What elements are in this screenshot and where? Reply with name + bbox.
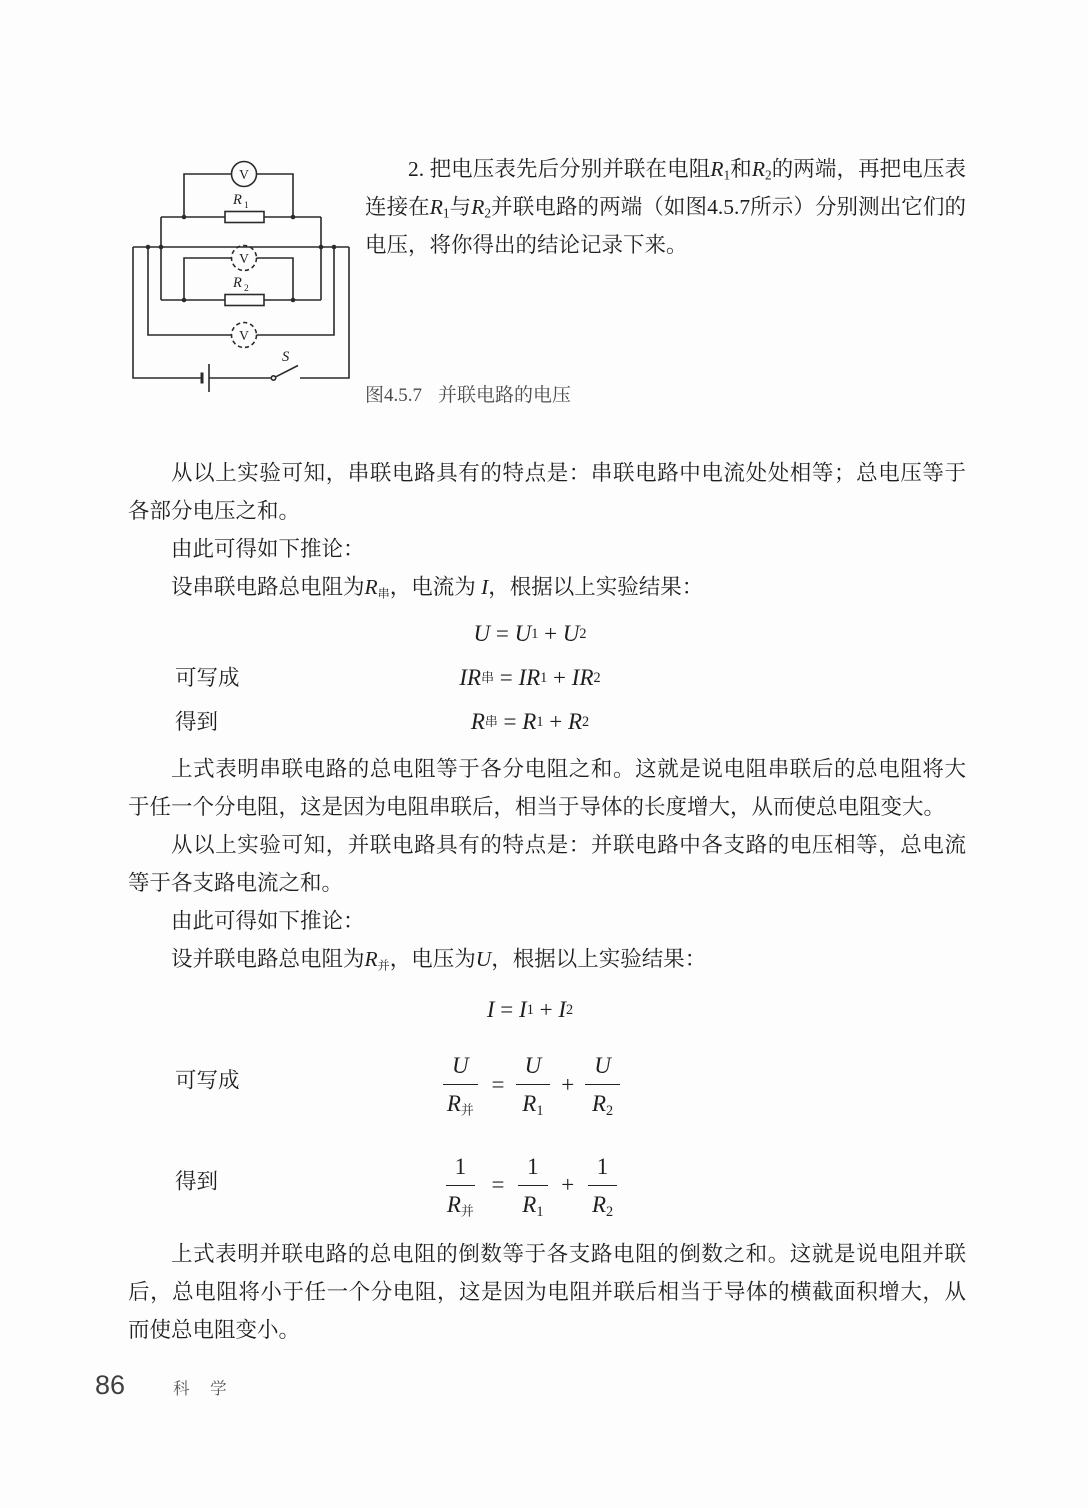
equation-one-over-r bbox=[128, 1141, 966, 1224]
text-segment: R bbox=[364, 947, 378, 971]
text-segment: I bbox=[481, 575, 489, 599]
text-segment: + bbox=[555, 1172, 580, 1198]
paragraph-series-inference: 由此可得如下推论： bbox=[171, 537, 365, 561]
junction-dot bbox=[159, 245, 164, 250]
paragraph-series-setup bbox=[128, 568, 966, 606]
resistor-r2 bbox=[225, 295, 264, 306]
text-segment: IR bbox=[459, 665, 482, 690]
equation-r-series bbox=[128, 702, 966, 742]
text-segment: IR bbox=[571, 665, 594, 690]
text-segment: 2 bbox=[606, 1203, 614, 1220]
voltmeter-label: V bbox=[239, 167, 249, 182]
text-segment: + bbox=[543, 709, 568, 734]
text-segment: IR bbox=[518, 665, 541, 690]
junction-dot bbox=[291, 298, 296, 303]
voltmeter-label: V bbox=[239, 328, 249, 343]
text-segment: 与 bbox=[449, 195, 472, 219]
text-segment: U bbox=[452, 1053, 469, 1078]
text-segment: + bbox=[533, 997, 559, 1022]
text-segment: R bbox=[522, 1191, 537, 1217]
formula bbox=[435, 1053, 625, 1120]
text-segment: U bbox=[475, 947, 492, 971]
text-segment: U bbox=[514, 621, 532, 646]
text-segment: R bbox=[591, 1091, 607, 1117]
text-segment: 1 bbox=[596, 1153, 609, 1179]
equation-ir-sum bbox=[128, 658, 966, 698]
page-number: 86 bbox=[95, 1370, 126, 1400]
text-segment: 1 bbox=[536, 1203, 544, 1220]
junction-dot bbox=[319, 245, 324, 250]
text-segment: 1 bbox=[442, 205, 450, 221]
text-segment: U bbox=[473, 621, 491, 646]
text-segment: = bbox=[490, 621, 515, 646]
resistor-r2-label: R bbox=[233, 275, 242, 291]
junction-dot bbox=[182, 215, 187, 220]
text-segment: = bbox=[494, 997, 520, 1022]
text-segment: 2. 把电压表先后分别并联在电阻 bbox=[408, 157, 711, 181]
text-segment: ，电压为 bbox=[389, 947, 476, 971]
text-segment: 并 bbox=[460, 1204, 474, 1219]
text-segment: 1 bbox=[454, 1153, 467, 1179]
paragraph-item-2 bbox=[365, 150, 966, 264]
text-segment: I bbox=[519, 997, 527, 1022]
paragraph-series-conclusion: 从以上实验可知，串联电路具有的特点是：串联电路中电流处处相等；总电压等于各部分电压之和。 bbox=[128, 461, 966, 523]
junction-dot bbox=[332, 245, 337, 250]
text-segment: = bbox=[485, 1172, 511, 1198]
figure-side-column bbox=[365, 150, 966, 414]
resistor-r1-sub: 1 bbox=[244, 201, 249, 211]
paragraph-parallel-inference: 由此可得如下推论： bbox=[171, 909, 365, 933]
equation-label: 得到 bbox=[175, 710, 219, 734]
text-segment: U bbox=[594, 1053, 611, 1078]
spacer bbox=[365, 264, 966, 384]
text-segment: 1 bbox=[527, 1153, 539, 1179]
text-segment: R bbox=[591, 1191, 607, 1217]
fraction bbox=[513, 1154, 552, 1218]
text-segment: 和 bbox=[730, 157, 752, 181]
text-segment: U bbox=[562, 621, 580, 646]
text-segment: ，根据以上实验结果： bbox=[491, 947, 707, 971]
equation-voltage-sum bbox=[128, 614, 966, 654]
paragraph-series-note: 上式表明串联电路的总电阻等于各分电阻之和。这就是说电阻串联后的总电阻将大于任一个分电阻，这是因为电阻串联后，相当于导体的长度增大，从而使总电阻变大。 bbox=[128, 757, 966, 819]
text-segment: 2 bbox=[764, 167, 772, 183]
figure-caption-text: 并联电路的电压 bbox=[438, 385, 572, 406]
figure-caption bbox=[365, 384, 966, 408]
text-segment: 2 bbox=[606, 1103, 614, 1120]
text-segment: 设并联电路总电阻为 bbox=[171, 947, 365, 971]
figure-caption-number: 图4.5.7 bbox=[365, 385, 423, 406]
circuit-diagram bbox=[126, 150, 356, 402]
paragraph-parallel-conclusion: 从以上实验可知，并联电路具有的特点是：并联电路中各支路的电压相等，总电流等于各支路电流之和。 bbox=[128, 833, 966, 895]
text-segment: R bbox=[364, 575, 378, 599]
wire bbox=[133, 247, 349, 378]
text-segment: 2 bbox=[484, 205, 492, 221]
fraction bbox=[583, 1053, 622, 1120]
switch-contact bbox=[271, 376, 275, 380]
text-segment: I bbox=[558, 997, 566, 1022]
text-segment: R bbox=[470, 709, 485, 734]
formula bbox=[435, 1154, 625, 1218]
switch-label: S bbox=[282, 349, 290, 365]
voltmeter-label: V bbox=[239, 251, 249, 266]
junction-dot bbox=[146, 245, 151, 250]
text-segment: ，根据以上实验结果： bbox=[488, 575, 704, 599]
text-segment: R bbox=[710, 157, 724, 181]
text-segment: 并联电路的两端（如图4.5.7所示）分别测出它们的电压，将你得出的结论记录下来。 bbox=[365, 195, 966, 257]
text-segment: R bbox=[522, 709, 537, 734]
junction-dot bbox=[291, 215, 296, 220]
subject-label: 科 学 bbox=[173, 1380, 235, 1398]
equation-label: 可写成 bbox=[175, 1068, 240, 1093]
equation-label: 可写成 bbox=[175, 666, 240, 690]
text-segment: ，电流为 bbox=[389, 575, 482, 599]
switch-lever bbox=[276, 366, 298, 377]
resistor-r1-label: R bbox=[233, 192, 242, 208]
text-segment: R bbox=[471, 195, 485, 219]
junction-dot bbox=[182, 298, 187, 303]
formula: IR 串 = IR 1 + IR 2 bbox=[459, 658, 600, 698]
resistor-r2-sub: 2 bbox=[244, 284, 249, 294]
text-segment: 并 bbox=[460, 1103, 474, 1118]
circuit-figure bbox=[126, 150, 356, 414]
fraction bbox=[438, 1154, 483, 1218]
text-segment: + bbox=[555, 1071, 580, 1097]
formula: U = U 1 + U 2 bbox=[473, 614, 586, 654]
paragraph-parallel-setup bbox=[128, 940, 966, 978]
figure-4-5-7 bbox=[128, 150, 966, 414]
text-segment: R bbox=[567, 709, 583, 734]
text-segment: + bbox=[538, 621, 563, 646]
text-segment: = bbox=[497, 709, 523, 734]
fraction bbox=[513, 1053, 552, 1120]
text-segment: 并 bbox=[377, 958, 390, 973]
text-segment: = bbox=[485, 1071, 511, 1097]
text-segment: = bbox=[493, 665, 519, 690]
text-segment: + bbox=[547, 665, 572, 690]
equation-current-sum bbox=[128, 990, 966, 1030]
formula: R 串 = R 1 + R 2 bbox=[471, 702, 589, 742]
fraction bbox=[438, 1053, 483, 1117]
text-segment: 串 bbox=[377, 586, 390, 601]
text-segment: 1 bbox=[723, 167, 731, 183]
page-footer bbox=[95, 1370, 235, 1401]
text-segment: R bbox=[446, 1191, 461, 1217]
text-segment: R bbox=[522, 1091, 537, 1117]
text-segment: R bbox=[446, 1091, 461, 1117]
fraction bbox=[583, 1154, 622, 1218]
page-content bbox=[128, 150, 966, 1349]
text-segment: R bbox=[751, 157, 765, 181]
equation-label: 得到 bbox=[175, 1169, 219, 1194]
text-segment: R bbox=[429, 195, 443, 219]
paragraph-parallel-note: 上式表明并联电路的总电阻的倒数等于各支路电阻的倒数之和。这就是说电阻并联后，总电阻将小于任一个分电阻，这是因为电阻并联后相当于导体的横截面积增大，从而使总电阻变小。 bbox=[128, 1242, 966, 1343]
resistor-r1 bbox=[225, 212, 264, 223]
equation-u-over-r bbox=[128, 1040, 966, 1123]
text-segment: I bbox=[486, 997, 495, 1022]
text-segment: 的两端，再把电压表连接在 bbox=[365, 157, 966, 219]
text-segment: 设串联电路总电阻为 bbox=[171, 575, 365, 599]
text-segment: 1 bbox=[536, 1103, 544, 1120]
text-segment: U bbox=[524, 1053, 542, 1078]
formula: I = I 1 + I 2 bbox=[487, 990, 573, 1030]
